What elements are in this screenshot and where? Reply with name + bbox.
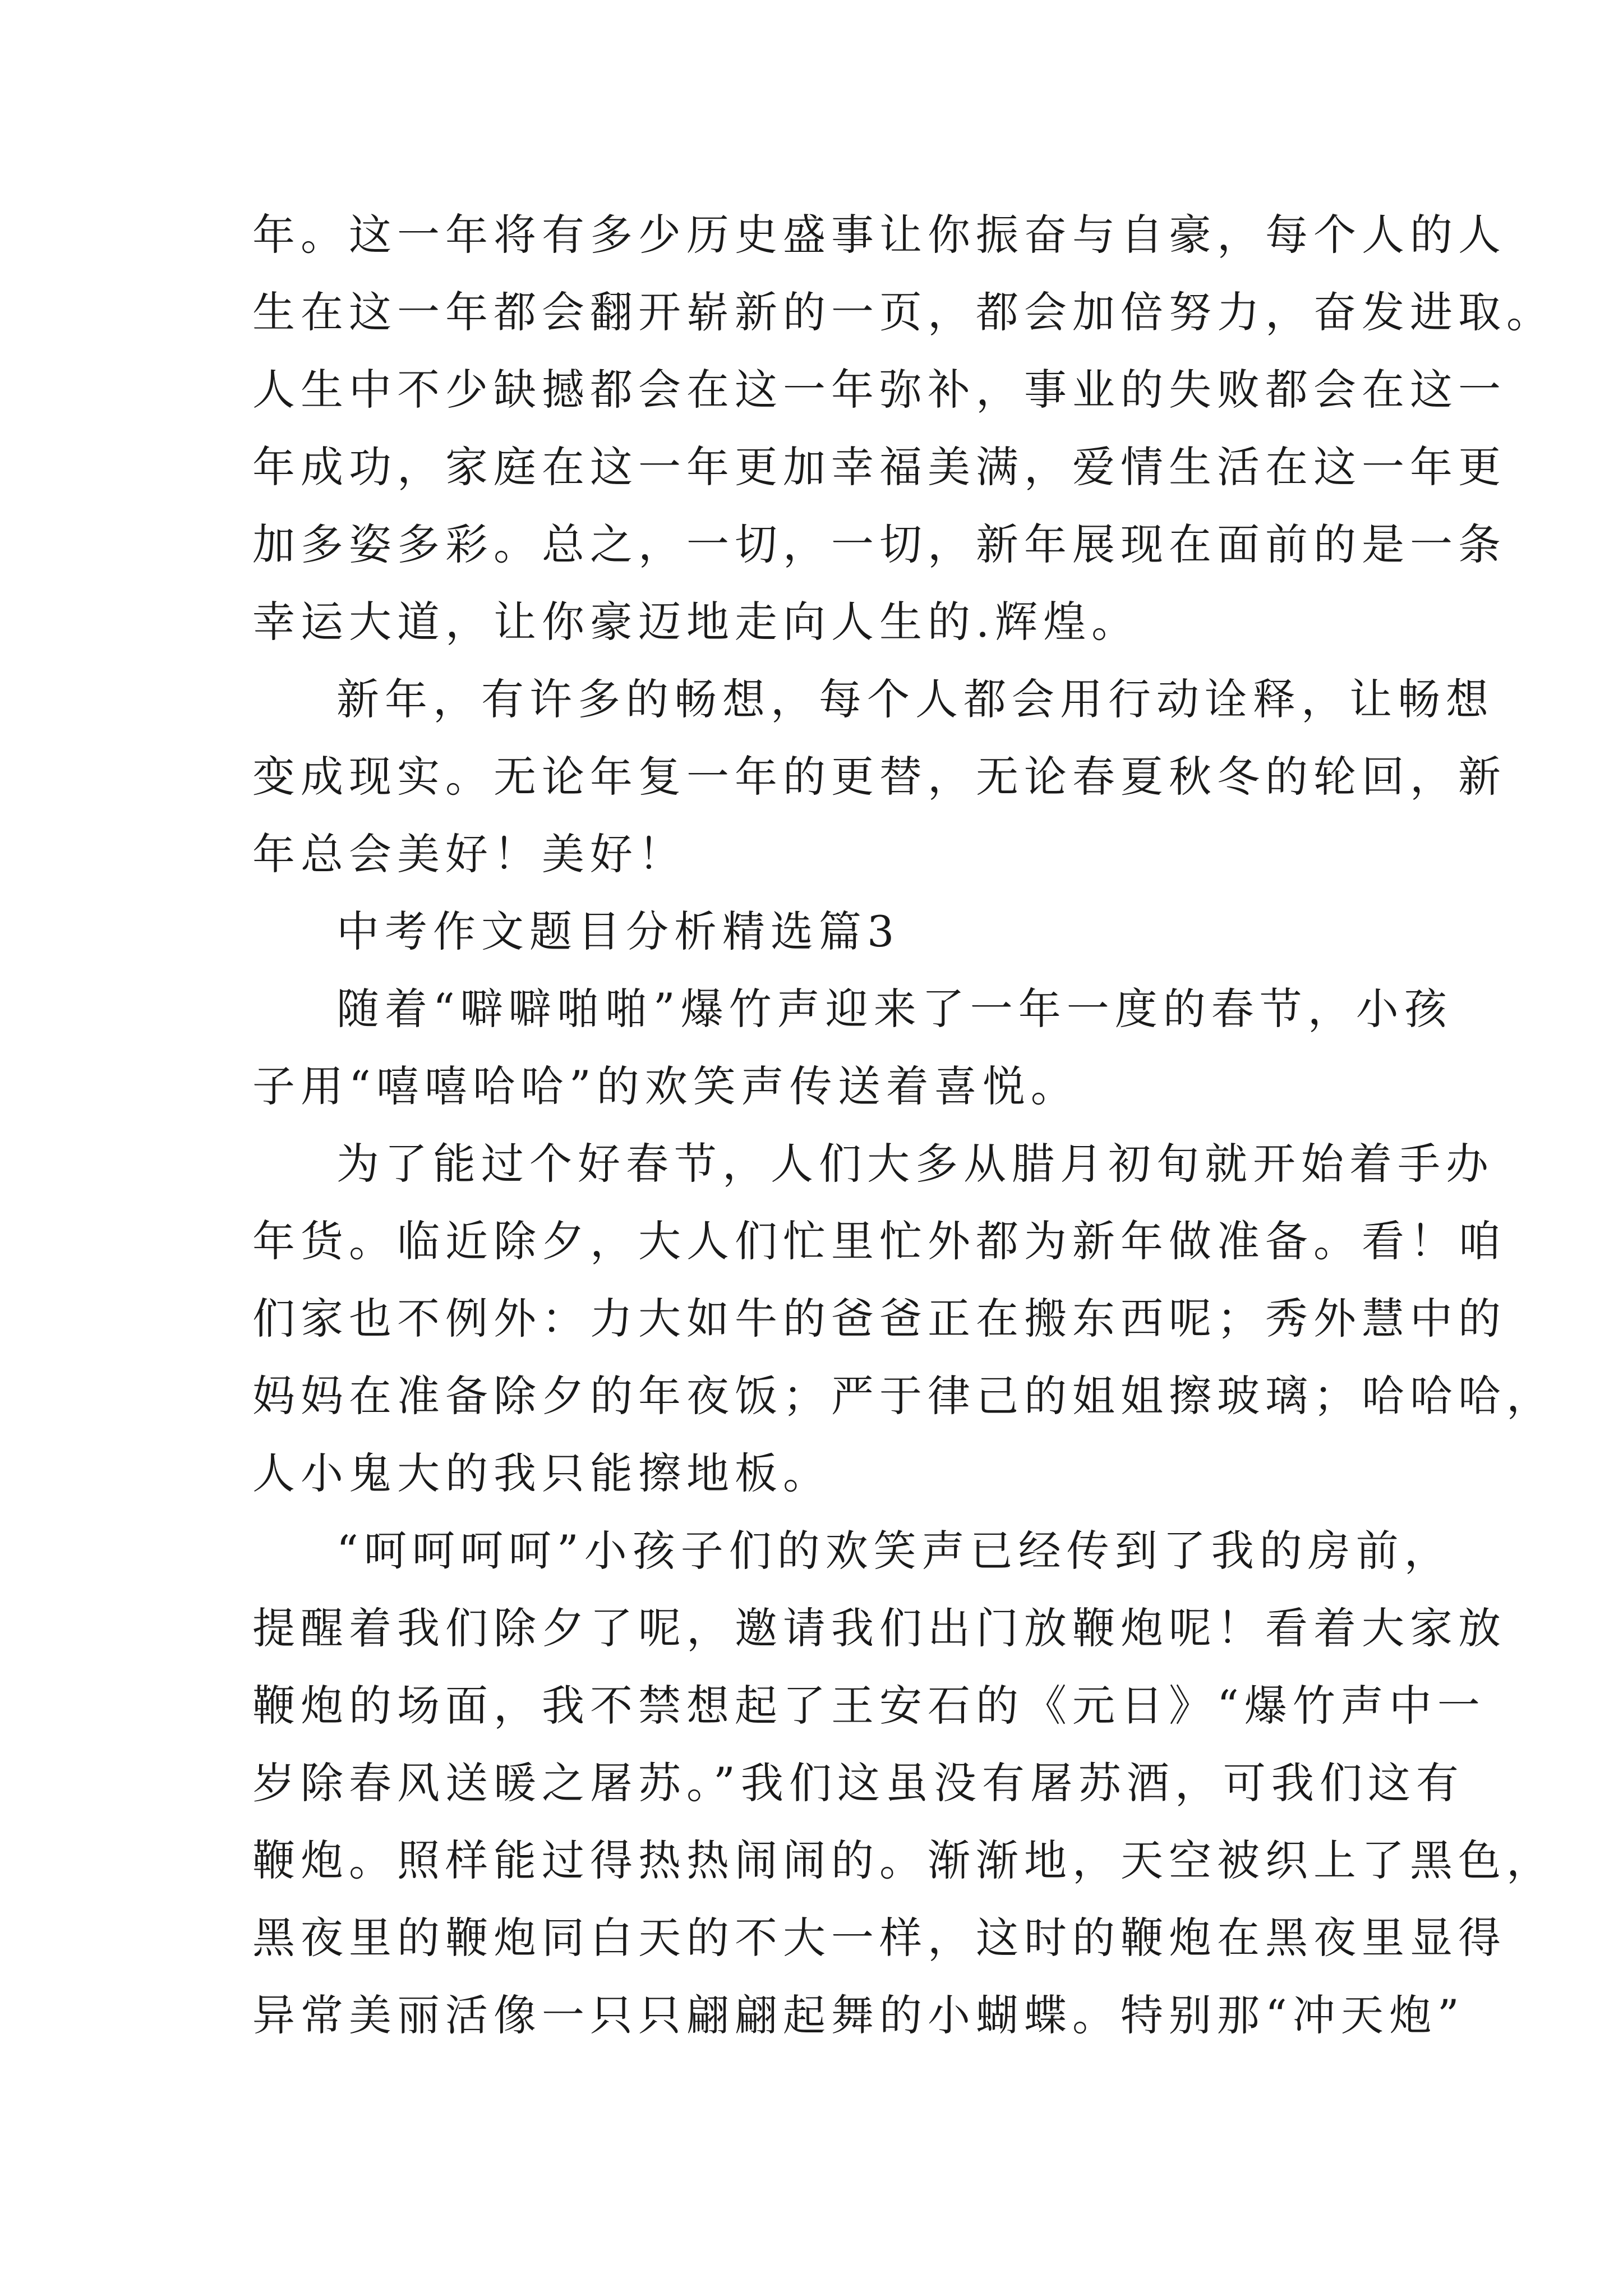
text-line: 年货。临近除夕，大人们忙里忙外都为新年做准备。看！咱 <box>252 1216 1506 1266</box>
text-line: 子用“嘻嘻哈哈”的欢笑声传送着喜悦。 <box>252 1061 1079 1111</box>
text-line: 鞭炮的场面，我不禁想起了王安石的《元日》“爆竹声中一 <box>252 1681 1486 1731</box>
document-body <box>252 196 1555 2054</box>
text-line: 年。这一年将有多少历史盛事让你振奋与自豪，每个人的人 <box>252 210 1506 260</box>
text-line: 异常美丽活像一只只翩翩起舞的小蝴蝶。特别那“冲天炮” <box>252 1990 1465 2040</box>
paragraph-first-line: 新年，有许多的畅想，每个人都会用行动诠释，让畅想 <box>336 674 1494 724</box>
text-line: 岁除春风送暖之屠苏。”我们这虽没有屠苏酒，可我们这有 <box>252 1758 1464 1808</box>
text-line: 提醒着我们除夕了呢，邀请我们出门放鞭炮呢！看着大家放 <box>252 1603 1506 1653</box>
text-line: 年总会美好！美好！ <box>252 829 686 879</box>
text-line: 年成功，家庭在这一年更加幸福美满，爱情生活在这一年更 <box>252 442 1506 492</box>
text-line: 们家也不例外：力大如牛的爸爸正在搬东西呢；秀外慧中的 <box>252 1294 1506 1343</box>
paragraph-first-line: 随着“噼噼啪啪”爆竹声迎来了一年一度的春节，小孩 <box>336 984 1453 1034</box>
paragraph-first-line: “呵呵呵呵”小孩子们的欢笑声已经传到了我的房前， <box>336 1526 1453 1576</box>
text-line: 人生中不少缺撼都会在这一年弥补，事业的失败都会在这一 <box>252 365 1506 415</box>
section-heading: 中考作文题目分析精选篇3 <box>336 907 900 956</box>
text-line: 黑夜里的鞭炮同白天的不大一样，这时的鞭炮在黑夜里显得 <box>252 1913 1506 1963</box>
text-line: 幸运大道，让你豪迈地走向人生的.辉煌。 <box>252 597 1140 647</box>
text-line: 鞭炮。照样能过得热热闹闹的。渐渐地，天空被织上了黑色， <box>252 1835 1555 1885</box>
text-line: 生在这一年都会翻开崭新的一页，都会加倍努力，奋发进取。 <box>252 287 1555 337</box>
text-line: 加多姿多彩。总之，一切，一切，新年展现在面前的是一条 <box>252 519 1506 569</box>
text-line: 人小鬼大的我只能擦地板。 <box>252 1448 831 1498</box>
text-line: 变成现实。无论年复一年的更替，无论春夏秋冬的轮回，新 <box>252 752 1506 802</box>
text-line: 妈妈在准备除夕的年夜饭；严于律己的姐姐擦玻璃；哈哈哈， <box>252 1371 1555 1421</box>
paragraph-first-line: 为了能过个好春节，人们大多从腊月初旬就开始着手办 <box>336 1139 1494 1189</box>
